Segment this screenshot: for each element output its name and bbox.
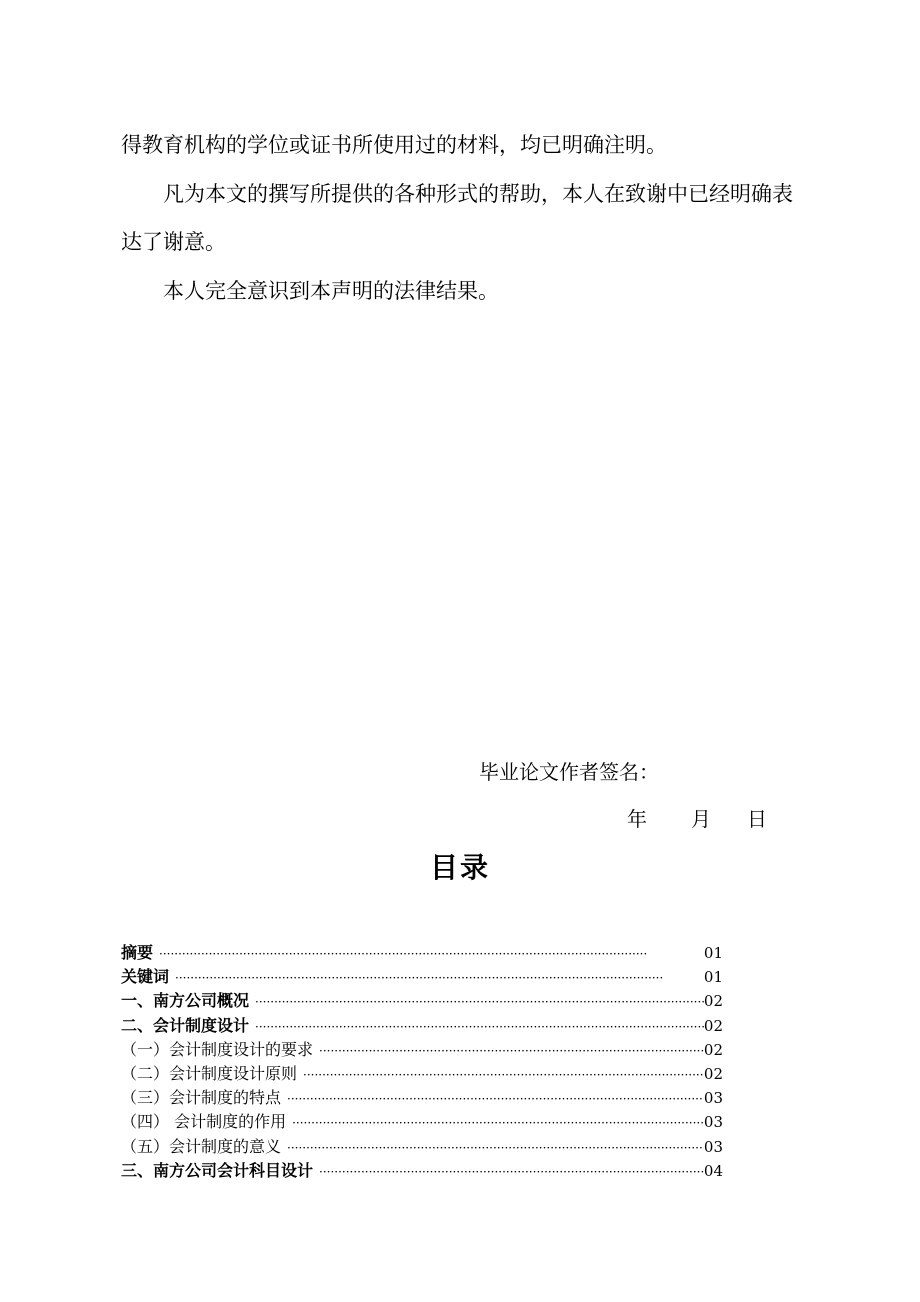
toc-leader-dots	[303, 1063, 704, 1086]
toc-leader-dots	[159, 942, 704, 965]
toc-leader-dots	[319, 1160, 704, 1183]
toc-item-system-functions[interactable]: （四） 会计制度的作用 ····· 03	[121, 1110, 723, 1134]
date-day-label: 日	[747, 807, 767, 831]
toc-item-design-principles[interactable]: （二）会计制度设计原则 ····· 02	[121, 1062, 723, 1086]
toc-item-account-subjects-design[interactable]: 三、南方公司会计科目设计 ····· 04	[121, 1159, 723, 1183]
declaration-paragraph-help: 凡为本文的撰写所提供的各种形式的帮助，本人在致谢中已经明确表	[163, 182, 793, 206]
toc-leader-dots	[287, 1136, 704, 1159]
toc-item-design-requirements[interactable]: （一）会计制度设计的要求 ····· 02	[121, 1038, 723, 1062]
date-year-label: 年	[627, 807, 647, 831]
toc-item-accounting-system-design[interactable]: 二、会计制度设计 ····· 02	[121, 1014, 723, 1038]
toc-leader-dots	[319, 1039, 704, 1062]
toc-item-keywords[interactable]: 关键词 ····· 01	[121, 965, 723, 989]
signature-label: 毕业论文作者签名：	[479, 760, 659, 784]
declaration-text-line: 得教育机构的学位或证书所使用过的材料，均已明确注明。	[121, 133, 667, 157]
toc-item-system-features[interactable]: （三）会计制度的特点 ····· 03	[121, 1086, 723, 1110]
toc-leader-dots	[255, 990, 704, 1013]
toc-item-abstract[interactable]: 摘要 ····· 01	[121, 941, 723, 965]
toc-item-company-overview[interactable]: 一、南方公司概况 ····· 02	[121, 989, 723, 1013]
table-of-contents	[121, 941, 723, 1183]
toc-title: 目录	[429, 851, 490, 884]
toc-leader-dots	[255, 1015, 704, 1038]
toc-leader-dots	[175, 966, 704, 989]
date-month-label: 月	[691, 807, 711, 831]
toc-leader-dots	[287, 1087, 704, 1110]
declaration-paragraph-help-cont: 达了谢意。	[121, 230, 226, 254]
toc-item-system-significance[interactable]: （五）会计制度的意义 ····· 03	[121, 1135, 723, 1159]
toc-leader-dots	[292, 1111, 704, 1134]
declaration-paragraph-legal: 本人完全意识到本声明的法律结果。	[163, 279, 499, 303]
